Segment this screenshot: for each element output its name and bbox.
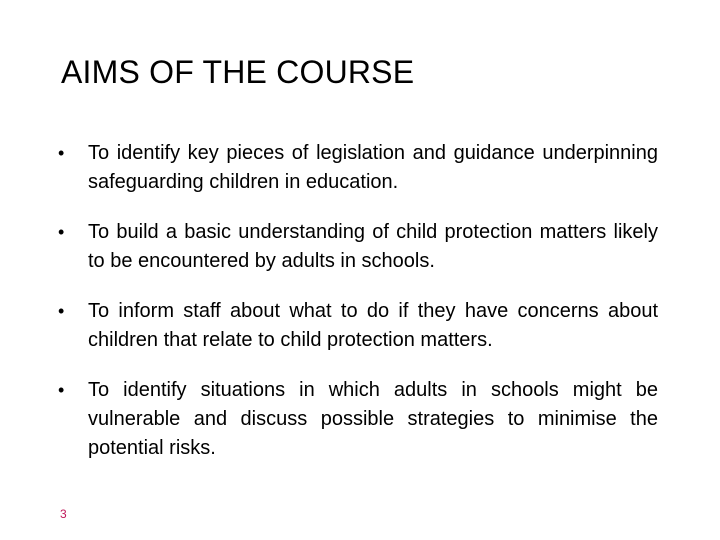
bullet-item-3 [58,297,658,355]
aims-bullet-list [58,139,658,484]
slide-title: AIMS OF THE COURSE [61,54,415,90]
bullet-item-4 [58,376,658,463]
bullet-icon: • [58,301,65,321]
bullet-item-2 [58,218,658,276]
bullet-icon: • [58,143,65,163]
bullet-text: To inform staff about what to do if they have concerns about children that relate to child protection matters. [88,300,658,351]
bullet-text: To build a basic understanding of child protection matters likely to be encountered by adults in schools. [88,221,658,272]
slide-page-number: 3 [60,507,67,521]
bullet-text: To identify situations in which adults in schools might be vulnerable and discuss possible strategies to minimise the potential risks. [88,379,658,459]
bullet-item-1 [58,139,658,197]
bullet-icon: • [58,380,65,400]
bullet-icon: • [58,222,65,242]
bullet-text: To identify key pieces of legislation and guidance underpinning safeguarding children in education. [88,142,658,193]
